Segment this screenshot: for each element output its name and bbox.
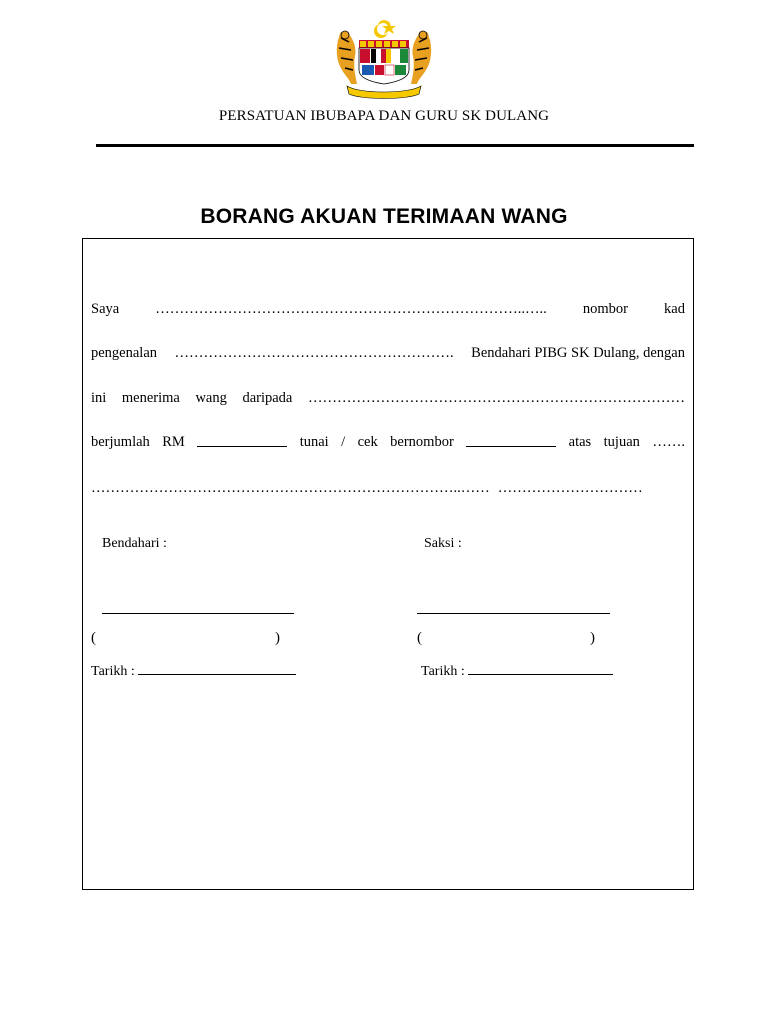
treasurer-signature-line[interactable] [102, 613, 294, 614]
statement-line-5 [91, 480, 685, 497]
witness-label: Saksi : [424, 536, 462, 551]
statement-line-3: ini menerima wang daripada …………………………………………………………………… [91, 390, 685, 406]
name-field[interactable]: …………………………………………………………………..….. [155, 301, 547, 317]
witness-date-field[interactable] [468, 662, 613, 675]
purpose-field[interactable]: ……. [652, 434, 685, 450]
form-title: BORANG AKUAN TERIMAAN WANG [200, 205, 568, 228]
statement-line-4: berjumlah RM tunai / cek bernombor atas tujuan ……. [91, 434, 685, 450]
treasurer-label: Bendahari : [102, 536, 167, 551]
statement-line-1: Saya …………………………………………………………………..….. nombor kad [91, 301, 685, 317]
amount-field[interactable] [197, 434, 287, 447]
witness-name-close-paren: ) [590, 630, 595, 646]
purpose-continued-field[interactable]: …………………………………………………………………..…… [91, 480, 490, 496]
statement-line-2: pengenalan …………………………………………………. Bendahari PIBG SK Dulang, dengan [91, 345, 685, 361]
purpose-continued-field-2[interactable]: ………………………… [497, 480, 643, 496]
payer-field[interactable]: …………………………………………………………………… [307, 390, 685, 406]
treasurer-name-close-paren: ) [275, 630, 280, 646]
witness-date: Tarikh : [421, 662, 613, 680]
header-divider [96, 144, 694, 147]
form-box [82, 238, 694, 890]
witness-signature-line[interactable] [417, 613, 610, 614]
treasurer-name-open-paren: ( [91, 630, 96, 646]
treasurer-date-field[interactable] [138, 662, 296, 675]
coat-of-arms-icon [329, 18, 439, 100]
treasurer-date: Tarikh : [91, 662, 296, 680]
cheque-number-field[interactable] [466, 434, 556, 447]
ic-number-field[interactable]: …………………………………………………. [174, 345, 454, 361]
organization-name: PERSATUAN IBUBAPA DAN GURU SK DULANG [218, 108, 550, 124]
witness-name-open-paren: ( [417, 630, 422, 646]
